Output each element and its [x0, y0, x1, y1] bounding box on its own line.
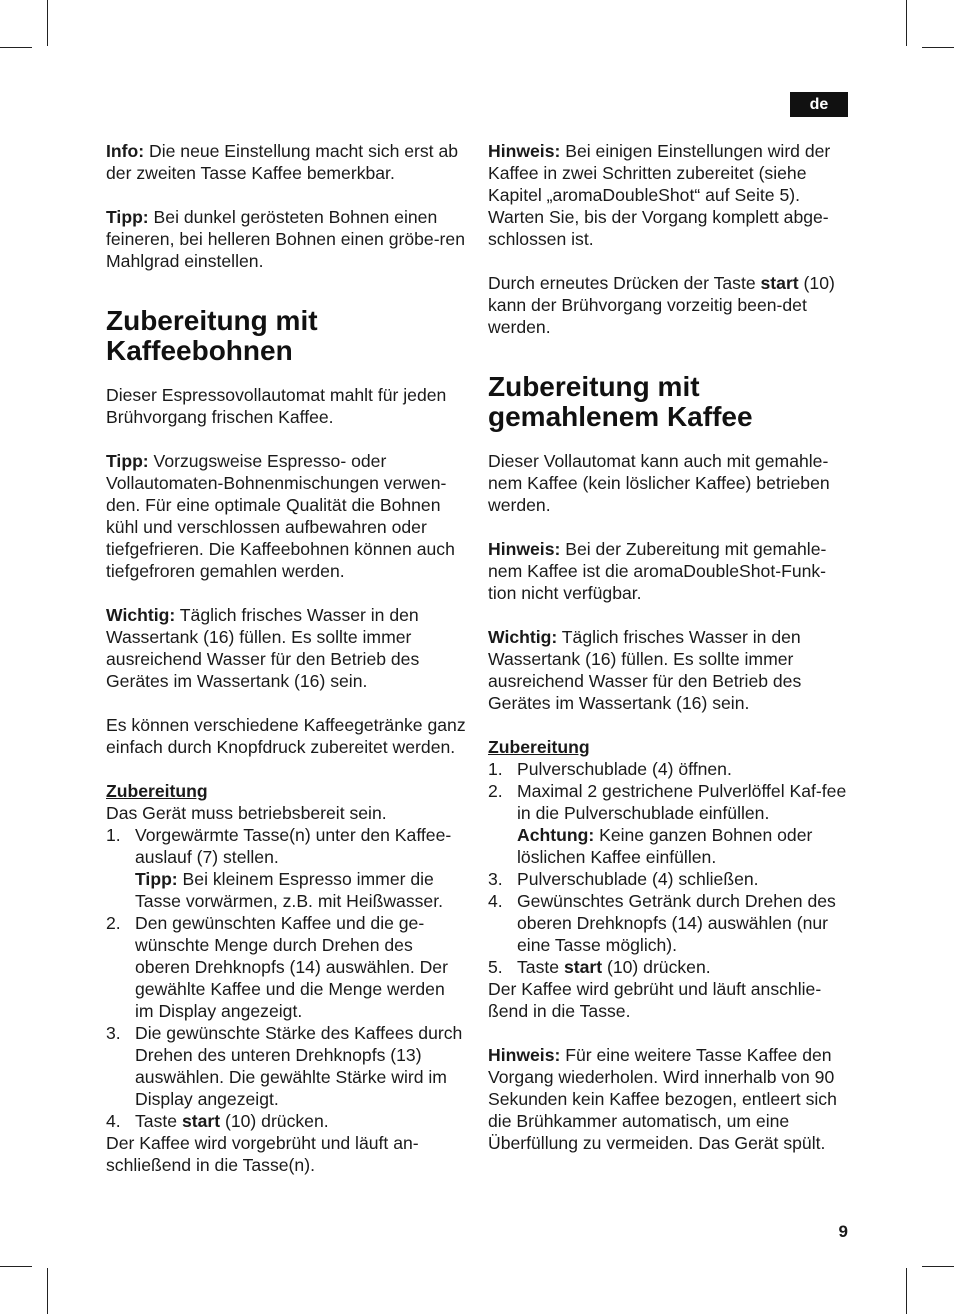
step-text: Maximal 2 gestrichene Pulverlöffel Kaf-fee in die Pulverschublade einfüllen.: [517, 781, 847, 823]
hinweis-paragraph: [488, 140, 850, 250]
section-heading-beans: Zubereitung mit Kaffeebohnen: [106, 305, 318, 366]
tipp-label: Tipp:: [106, 207, 149, 227]
step-item: [106, 1022, 468, 1110]
left-column: [106, 140, 468, 1176]
step-text: Pulverschublade (4) öffnen.: [517, 759, 732, 779]
start-button-label: start: [181, 1111, 221, 1131]
start-text-pre: Durch erneutes Drücken der Taste: [488, 273, 761, 293]
intro-paragraph: Dieser Vollautomat kann auch mit gemahle-nem Kaffee (kein löslicher Kaffee) betrieben werden.: [488, 451, 830, 515]
step-warning-text: Keine ganzen Bohnen oder löslichen Kaffee einfüllen.: [517, 825, 813, 867]
step-warning-label: Achtung:: [517, 825, 595, 845]
drinks-paragraph: Es können verschiedene Kaffeegetränke ganz einfach durch Knopfdruck zubereitet werden.: [106, 715, 466, 757]
info-label: Info:: [106, 141, 145, 161]
step-item: [488, 758, 850, 780]
step-item: [488, 890, 850, 956]
tipp-paragraph: [106, 450, 468, 582]
step-number: 3.: [488, 869, 503, 889]
hinweis-label: Hinweis:: [488, 141, 561, 161]
step-number: 5.: [488, 957, 503, 977]
step-number: 1.: [106, 825, 121, 845]
step-text: Vorgewärmte Tasse(n) unter den Kaffee-auslauf (7) stellen.: [135, 825, 452, 867]
hinweis-paragraph: [488, 538, 850, 604]
step-text-pre: Taste: [135, 1111, 182, 1131]
wichtig-label: Wichtig:: [106, 605, 176, 625]
page-number: 9: [838, 1222, 848, 1241]
crop-mark: [0, 47, 32, 48]
step-item: [106, 1110, 468, 1132]
start-button-label: start: [563, 957, 603, 977]
wichtig-text: Täglich frisches Wasser in den Wassertank (16) füllen. Es sollte immer ausreichend Wasser für den Betrieb des Gerätes im Wassertank (16) sein.: [488, 627, 802, 713]
crop-mark: [47, 1268, 48, 1314]
zubereitung-subheading: Zubereitung: [488, 737, 590, 757]
step-item: [488, 956, 850, 978]
step-tip-text: Bei kleinem Espresso immer die Tasse vorwärmen, z.B. mit Heißwasser.: [135, 869, 443, 911]
step-text: Die gewünschte Stärke des Kaffees durch Drehen des unteren Drehknopfs (13) auswählen. Die gewählte Stärke wird im Display angezeigt.: [135, 1023, 463, 1109]
ready-text: Das Gerät muss betriebsbereit sein.: [106, 803, 387, 823]
step-number: 4.: [106, 1111, 121, 1131]
step-text-pre: Taste: [517, 957, 564, 977]
language-badge: de: [790, 92, 848, 117]
step-item: [106, 912, 468, 1022]
step-item: [106, 824, 468, 912]
tipp-text: Bei dunkel gerösteten Bohnen einen feineren, bei helleren Bohnen einen gröbe-ren Mahlgrad einstellen.: [106, 207, 465, 271]
closing-text: Der Kaffee wird gebrüht und läuft anschlie-ßend in die Tasse.: [488, 979, 822, 1021]
step-number: 2.: [488, 781, 503, 801]
tipp-label: Tipp:: [106, 451, 149, 471]
hinweis-text: Für eine weitere Tasse Kaffee den Vorgang wiederholen. Wird innerhalb von 90 Sekunden kein Kaffee bezogen, entleert sich die Brühkammer automatisch, um eine Überfüllung zu vermeiden. Das Gerät spült.: [488, 1045, 837, 1153]
closing-text: Der Kaffee wird vorgebrüht und läuft an-schließend in die Tasse(n).: [106, 1133, 419, 1175]
step-number: 3.: [106, 1023, 121, 1043]
zubereitung-subheading: Zubereitung: [106, 781, 208, 801]
crop-mark: [906, 0, 907, 46]
crop-mark: [922, 1266, 954, 1267]
info-paragraph: [106, 140, 468, 184]
wichtig-text: Täglich frisches Wasser in den Wassertank (16) füllen. Es sollte immer ausreichend Wasser für den Betrieb des Gerätes im Wassertank (16) sein.: [106, 605, 420, 691]
intro-paragraph: Dieser Espressovollautomat mahlt für jeden Brühvorgang frischen Kaffee.: [106, 385, 447, 427]
step-text: Den gewünschten Kaffee und die ge-wünschte Menge durch Drehen des oberen Drehknopfs (14) auswählen. Der gewählte Kaffee und die Menge werden im Display angezeigt.: [135, 913, 448, 1021]
hinweis-paragraph: [488, 1044, 850, 1154]
hinweis-text: Bei der Zubereitung mit gemahle-nem Kaffee ist die aromaDoubleShot-Funk-tion nicht verfügbar.: [488, 539, 827, 603]
steps-list: [106, 824, 468, 1132]
wichtig-paragraph: [488, 626, 850, 714]
start-paragraph: [488, 272, 850, 338]
crop-mark: [922, 47, 954, 48]
right-column: [488, 140, 850, 1154]
start-text-post: (10) kann der Brühvorgang vorzeitig been-det werden.: [488, 273, 835, 337]
step-text: Gewünschtes Getränk durch Drehen des oberen Drehknopfs (14) auswählen (nur eine Tasse möglich).: [517, 891, 836, 955]
wichtig-paragraph: [106, 604, 468, 692]
step-item: [488, 780, 850, 868]
info-text: Die neue Einstellung macht sich erst ab der zweiten Tasse Kaffee bemerkbar.: [106, 141, 459, 183]
tipp-paragraph: [106, 206, 468, 272]
step-number: 4.: [488, 891, 503, 911]
step-text-post: (10) drücken.: [602, 957, 711, 977]
tipp-text: Vorzugsweise Espresso- oder Vollautomaten-Bohnenmischungen verwen-den. Für eine optimale Qualität die Bohnen kühl und verschlossen aufbewahren oder tiefgefrieren. Die Kaffeebohnen können auch tiefgefroren gemahlen werden.: [106, 451, 455, 581]
hinweis-label: Hinweis:: [488, 1045, 561, 1065]
step-number: 2.: [106, 913, 121, 933]
hinweis-text: Bei einigen Einstellungen wird der Kaffee in zwei Schritten zubereitet (siehe Kapitel „aromaDoubleShot“ auf Seite 5). Warten Sie, bis der Vorgang komplett abge-schlossen ist.: [488, 141, 831, 249]
section-heading-ground: Zubereitung mit gemahlenem Kaffee: [488, 371, 753, 432]
start-button-label: start: [760, 273, 799, 293]
step-number: 1.: [488, 759, 503, 779]
step-item: [488, 868, 850, 890]
crop-mark: [47, 0, 48, 46]
crop-mark: [906, 1268, 907, 1314]
crop-mark: [0, 1266, 32, 1267]
step-text: Pulverschublade (4) schließen.: [517, 869, 759, 889]
steps-list: [488, 758, 850, 978]
hinweis-label: Hinweis:: [488, 539, 561, 559]
wichtig-label: Wichtig:: [488, 627, 558, 647]
step-tip-label: Tipp:: [135, 869, 178, 889]
step-text-post: (10) drücken.: [220, 1111, 329, 1131]
